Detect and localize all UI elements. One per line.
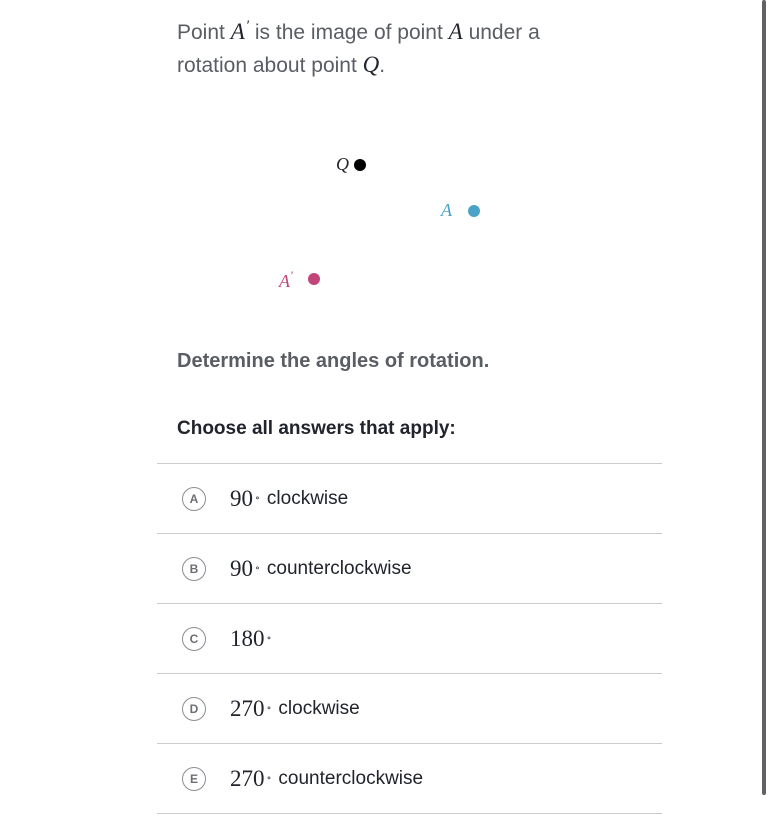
question-prompt xyxy=(177,10,597,82)
degree-symbol: ∘ xyxy=(255,493,260,504)
math-a: A xyxy=(448,19,463,44)
choice-letter-badge: B xyxy=(182,557,206,581)
prompt-text: under a rotation about point xyxy=(177,21,540,77)
choice-direction: counterclockwise xyxy=(278,767,424,789)
choice-letter-badge: A xyxy=(182,487,206,511)
scrollbar[interactable] xyxy=(762,0,766,795)
choice-d[interactable] xyxy=(157,674,662,744)
choice-value: 270 xyxy=(230,765,265,791)
math-a-prime xyxy=(231,19,249,44)
degree-symbol: ∘ xyxy=(255,563,260,574)
instructions: Choose all answers that apply: xyxy=(177,418,456,439)
point-a-prime-label xyxy=(279,268,293,292)
choice-letter-badge: E xyxy=(182,767,206,791)
choice-e[interactable] xyxy=(157,744,662,814)
choice-value: 90 xyxy=(230,555,253,581)
degree-symbol: ∘ xyxy=(266,633,272,644)
math-a-prime-letter: A xyxy=(230,19,245,44)
point-a-prime-letter: A xyxy=(279,271,290,291)
rotation-diagram xyxy=(240,130,540,310)
math-q: Q xyxy=(362,52,380,77)
answer-choices xyxy=(157,463,662,814)
choice-value: 90 xyxy=(230,485,253,511)
point-a-prime-dot xyxy=(308,273,320,285)
prime-mark: ′ xyxy=(245,18,250,34)
choice-a[interactable] xyxy=(157,464,662,534)
degree-symbol: ∘ xyxy=(266,773,272,784)
point-q-dot xyxy=(354,159,366,171)
choice-direction: clockwise xyxy=(278,697,360,719)
prompt-text: is the image of point xyxy=(249,21,449,44)
choice-letter-badge: C xyxy=(182,627,206,651)
choice-direction: clockwise xyxy=(266,487,349,509)
choice-direction: counterclockwise xyxy=(266,557,412,579)
choice-b[interactable] xyxy=(157,534,662,604)
choice-letter-badge: D xyxy=(182,697,206,721)
point-a-prime-mark: ′ xyxy=(290,268,293,283)
choice-value: 180 xyxy=(230,625,265,651)
prompt-text: . xyxy=(379,54,386,77)
point-a-label: A xyxy=(441,200,452,220)
choice-c[interactable] xyxy=(157,604,662,674)
point-a-dot xyxy=(468,205,480,217)
section-title: Determine the angles of rotation. xyxy=(177,350,490,372)
prompt-text: Point xyxy=(177,21,231,44)
point-q-label: Q xyxy=(336,154,349,174)
choice-value: 270 xyxy=(230,695,265,721)
degree-symbol: ∘ xyxy=(266,703,272,714)
